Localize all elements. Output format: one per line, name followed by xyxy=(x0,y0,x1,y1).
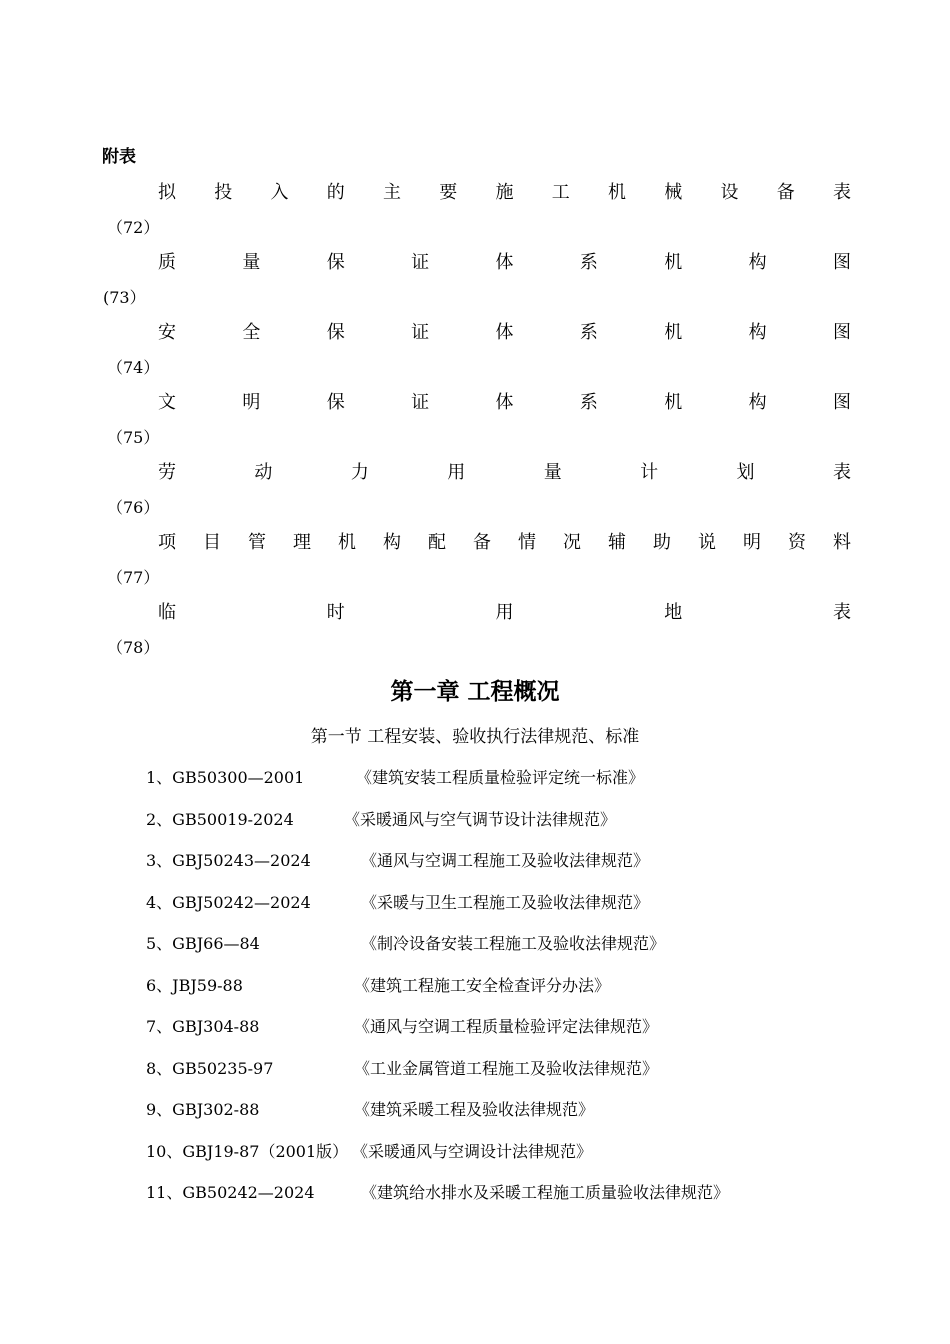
standard-row xyxy=(146,1096,826,1124)
appendix-title-char: 机 xyxy=(338,532,356,553)
appendix-title-char: 图 xyxy=(833,252,851,273)
appendix-item-title xyxy=(158,320,851,346)
standard-name: 《采暖通风与空气调节设计法律规范》 xyxy=(344,810,617,829)
appendix-title-char: 证 xyxy=(411,392,430,413)
standard-name: 《建筑采暖工程及验收法律规范》 xyxy=(354,1100,595,1119)
standard-code: 7、GBJ304-88 xyxy=(146,1017,260,1036)
appendix-title-char: 地 xyxy=(664,602,683,623)
standard-code: 11、GB50242—2024 xyxy=(146,1183,315,1202)
appendix-title-char: 料 xyxy=(833,532,851,553)
appendix-page-ref: （72） xyxy=(107,218,160,237)
appendix-title-char: 备 xyxy=(473,532,491,553)
appendix-title-char: 力 xyxy=(350,462,369,483)
standard-name: 《建筑安装工程质量检验评定统一标准》 xyxy=(356,768,645,787)
appendix-title-char: 助 xyxy=(653,532,671,553)
appendix-title-char: 构 xyxy=(383,532,401,553)
appendix-page-ref: （74） xyxy=(107,358,160,377)
standard-name: 《通风与空调工程质量检验评定法律规范》 xyxy=(354,1017,659,1036)
appendix-title-char: 保 xyxy=(326,392,345,413)
appendix-page-ref: （75） xyxy=(107,428,160,447)
appendix-title-char: 目 xyxy=(203,532,221,553)
appendix-title-char: 明 xyxy=(743,532,761,553)
standard-name: 《工业金属管道工程施工及验收法律规范》 xyxy=(354,1059,659,1078)
appendix-title-char: 图 xyxy=(833,322,851,343)
appendix-title-char: 时 xyxy=(326,602,345,623)
appendix-title-char: 机 xyxy=(664,322,683,343)
appendix-title-char: 械 xyxy=(664,182,683,203)
standard-row xyxy=(146,1138,826,1166)
standard-name: 《通风与空调工程施工及验收法律规范》 xyxy=(361,851,650,870)
appendix-page-ref: (73） xyxy=(103,288,146,307)
appendix-title-char: 资 xyxy=(788,532,806,553)
standard-row xyxy=(146,972,826,1000)
appendix-title-char: 划 xyxy=(736,462,755,483)
standard-code: 1、GB50300—2001 xyxy=(146,768,305,787)
appendix-title-char: 保 xyxy=(326,252,345,273)
appendix-title-char: 表 xyxy=(833,602,851,623)
appendix-title-char: 计 xyxy=(640,462,659,483)
appendix-title-char: 质 xyxy=(158,252,176,273)
appendix-title-char: 工 xyxy=(551,182,570,203)
standard-row xyxy=(146,930,826,958)
appendix-item-title xyxy=(158,530,851,556)
standard-name: 《建筑工程施工安全检查评分办法》 xyxy=(354,976,611,995)
standard-row xyxy=(146,889,826,917)
appendix-title-char: 明 xyxy=(242,392,261,413)
appendix-title-char: 临 xyxy=(158,602,176,623)
appendix-title-char: 设 xyxy=(720,182,739,203)
appendix-title-char: 构 xyxy=(748,322,767,343)
standard-code: 9、GBJ302-88 xyxy=(146,1100,260,1119)
appendix-title-char: 图 xyxy=(833,392,851,413)
appendix-item-title xyxy=(158,460,851,486)
standard-code: 4、GBJ50242—2024 xyxy=(146,893,311,912)
standard-row xyxy=(146,1055,826,1083)
standard-row xyxy=(146,1013,826,1041)
appendix-title-char: 劳 xyxy=(158,462,176,483)
appendix-title-char: 证 xyxy=(411,322,430,343)
appendix-title-char: 管 xyxy=(248,532,266,553)
appendix-title-char: 表 xyxy=(832,462,851,483)
appendix-title-char: 构 xyxy=(748,252,767,273)
appendix-title-char: 动 xyxy=(254,462,273,483)
standard-name: 《采暖通风与空调设计法律规范》 xyxy=(352,1142,593,1161)
appendix-title-char: 理 xyxy=(293,532,311,553)
appendix-item-title xyxy=(158,390,851,416)
appendix-title-char: 全 xyxy=(242,322,261,343)
standard-row xyxy=(146,847,826,875)
appendix-title-char: 机 xyxy=(608,182,626,203)
appendix-title-char: 体 xyxy=(495,322,514,343)
appendix-title-char: 用 xyxy=(495,602,514,623)
appendix-item-title xyxy=(158,180,851,206)
appendix-heading: 附表 xyxy=(102,147,136,167)
appendix-title-char: 备 xyxy=(776,182,795,203)
appendix-title-char: 投 xyxy=(214,182,233,203)
standard-code: 10、GBJ19-87（2001版） xyxy=(146,1142,349,1161)
appendix-title-char: 系 xyxy=(579,252,598,273)
appendix-title-char: 施 xyxy=(495,182,514,203)
appendix-title-char: 量 xyxy=(543,462,562,483)
appendix-item-title xyxy=(158,250,851,276)
appendix-item-title xyxy=(158,600,851,626)
standard-code: 2、GB50019-2024 xyxy=(146,810,294,829)
standard-row xyxy=(146,1179,826,1207)
appendix-title-char: 体 xyxy=(495,392,514,413)
appendix-title-char: 安 xyxy=(158,322,176,343)
chapter-title: 第一章 工程概况 xyxy=(390,679,560,705)
section-title: 第一节 工程安装、验收执行法律规范、标准 xyxy=(310,727,640,747)
appendix-page-ref: （76） xyxy=(107,498,160,517)
appendix-title-char: 的 xyxy=(326,182,345,203)
appendix-title-char: 构 xyxy=(748,392,767,413)
appendix-title-char: 证 xyxy=(411,252,430,273)
standard-row xyxy=(146,806,826,834)
appendix-title-char: 拟 xyxy=(158,182,176,203)
appendix-page-ref: （78） xyxy=(107,638,160,657)
appendix-title-char: 文 xyxy=(158,392,176,413)
appendix-title-char: 量 xyxy=(242,252,261,273)
appendix-title-char: 辅 xyxy=(608,532,626,553)
appendix-title-char: 主 xyxy=(383,182,401,203)
appendix-page-ref: （77） xyxy=(107,568,160,587)
standard-code: 6、JBJ59-88 xyxy=(146,976,243,995)
standard-name: 《采暖与卫生工程施工及验收法律规范》 xyxy=(361,893,650,912)
standard-name: 《制冷设备安装工程施工及验收法律规范》 xyxy=(361,934,666,953)
standard-code: 3、GBJ50243—2024 xyxy=(146,851,311,870)
appendix-title-char: 表 xyxy=(833,182,851,203)
standard-row xyxy=(146,764,826,792)
appendix-title-char: 要 xyxy=(439,182,458,203)
appendix-title-char: 情 xyxy=(518,532,536,553)
appendix-title-char: 项 xyxy=(158,532,176,553)
appendix-title-char: 系 xyxy=(579,322,598,343)
standard-name: 《建筑给水排水及采暖工程施工质量验收法律规范》 xyxy=(361,1183,730,1202)
appendix-title-char: 入 xyxy=(270,182,289,203)
appendix-title-char: 况 xyxy=(563,532,581,553)
appendix-title-char: 说 xyxy=(698,532,716,553)
appendix-title-char: 保 xyxy=(326,322,345,343)
appendix-title-char: 系 xyxy=(579,392,598,413)
standard-code: 8、GB50235-97 xyxy=(146,1059,274,1078)
standard-code: 5、GBJ66—84 xyxy=(146,934,260,953)
appendix-title-char: 体 xyxy=(495,252,514,273)
appendix-title-char: 用 xyxy=(447,462,466,483)
appendix-title-char: 机 xyxy=(664,252,683,273)
appendix-title-char: 配 xyxy=(428,532,446,553)
appendix-title-char: 机 xyxy=(664,392,683,413)
